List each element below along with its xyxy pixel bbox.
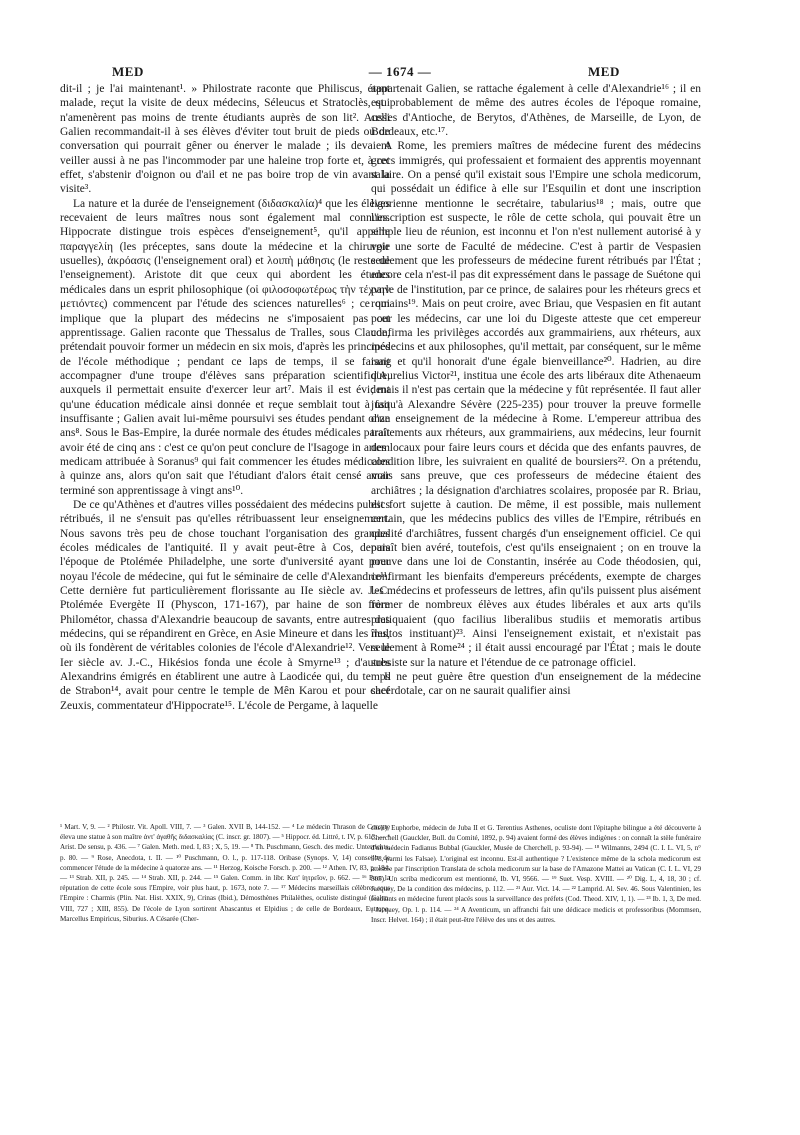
paragraph: A Rome, les premiers maîtres de médecine furent des médecins grecs immigrés, qui professaient et formaient des apprentis moyennant salaire. On a pensé qu'il existait sous l'Empire une schola medicorum, qui possédait un édifice à elle sur l'Esquilin et dont une inscription ligorienne mentionne le secrétaire, tabularius¹⁸ ; mais, outre que l'inscription est suspecte, le rôle de cette schola, qui pouvait être un simple lieu de réunion, est inconnu et l'on n'est nullement autorisé à y voir une sorte de Faculté de médecine. C'est à partir de Vespasien seulement que les professeurs de médecine furent rétribués par l'État ; encore cela n'est-il pas dit expressément dans le passage de Suétone qui parle de l'institution, par ce prince, de salaires pour les rhéteurs grecs et romains¹⁹. Mais on peut croire, avec Briau, que Vespasien en fit autant pour les médecins, car une loi du Digeste atteste que cet empereur confirma les privilèges accordés aux grammairiens, aux rhéteurs, aux médecins et aux philosophes, qu'il mettait, par conséquent, sur le même rang et qu'il honorait d'une égale bienveillance²⁰. Hadrien, au dire d'Aurelius Victor²¹, institua une école des arts libéraux dite Athenaeum ; mais il n'est pas certain que la médecine y fût représentée. Il faut aller jusqu'à Alexandre Sévère (225-235) pour trouver la preuve formelle d'un enseignement de la médecine à Rome. L'empereur attribua des traitements aux rhéteurs, aux grammairiens, aux médecins, leur fournit des locaux pour faire leurs cours et décida que des enfants pauvres, de condition libre, les suivraient en qualité de boursiers²². On a prétendu, mais sans preuve, que ces professeurs de médecine étaient des archiâtres ; la désignation d'archiatres scolaires, proposée par R. Briau, est fort sujette à caution. De même, il est possible, mais nullement certain, que les médecins publics des villes de l'Empire, rétribués en qualité d'archiâtres, fussent chargés d'un enseignement officiel. Ce qui paraît bien avéré, toutefois, c'est qu'ils enseignaient ; on en trouve la preuve dans une loi de Constantin, insérée au Code théodosien, qui, confirmant les bienfaits d'empereurs précédents, exempte de charges les médecins et professeurs de lettres, afin qu'ils puissent plus aisément former de nombreux élèves aux études libérales et aux arts qu'ils pratiquaient (quo facilius liberalibus studiis et memoratis artibus multos instituant)²³. Ainsi l'enseignement existait, et n'existait pas seulement à Rome²⁴ ; il était aussi encouragé par l'État ; mais le doute subsiste sur la nature et l'étendue de ce patronage officiel.	[371, 140, 701, 669]
footnotes-right: chell), Euphorbe, médecin de Juba II et G. Terentius Asthenes, oculiste dont l'épitaphe bilingue a été découverte à Cherchell (Gauckler, Bull. du Comité, 1892, p. 94) avaient formé des élèves indigènes : on connaît la stèle funéraire d'un médecin Fadianus Bubbal (Gauckler, Musée de Cherchell, p. 93-94). — ¹⁸ Wilmanns, 2494 (C. I. L. VI, 5, n° 978, parmi les Falsae). L'original est inconnu. Est-il authentique ? L'existence même de la schola medicorum est attestée par l'inscription Translata de schola medicorum sur la base de l'Amazone Mattei au Vatican (C. I. L. VI, 29 805). Un scriba medicorum est mentionné, Ib. VI, 9566. — ¹⁹ Suet. Vesp. XVIII. — ²⁰ Dig. L, 4, 18, 30 ; cf. Jacquey, De la condition des médecins, p. 112. — ²¹ Aur. Vict. 14. — ²² Lamprid. Al. Sev. 46. Sous Valentinien, les étudiants en médecine furent placés sous la surveillance des préfets (Cod. Theod. XIV, 1, 1). — ²³ Ib. 1, 3, De med. ; Jacquey, Op. l. p. 114. — ²⁴ A Aventicum, un affranchi fait une dédicace medicis et professoribus (Mommsen, Inscr. Helvet. 164) ; il était peut-être l'élève des uns et des autres.	[371, 824, 701, 924]
paragraph: dit-il ; je l'ai maintenant¹. » Philostrate raconte que Philiscus, étant malade, reçut la visite de deux médecins, Séleucus et Stratoclès, qui n'amenèrent pas moins de trente étudiants auprès de son lit². Aussi Galien recommandait-il à ses élèves d'éviter tout bruit de pieds ou de conversation qui pourrait gêner ou énerver le malade ; ils devaient veiller aussi à ne pas l'incommoder par une haleine trop forte et, à cet effet, s'abstenir d'oignon ou d'ail et ne pas boire trop de vin avant la visite³.	[60, 83, 390, 196]
paragraph: La nature et la durée de l'enseignement (διδασκαλία)⁴ que les élèves recevaient de leurs maîtres nous sont également mal connues. Hippocrate distingue trois espèces d'enseignement⁵, qu'il appelle παραγγελίη (les préceptes, sans doute la médecine et la chirurgie usuelles), ἀκρόασις (l'enseignement oral) et λοιπὴ μάθησις (le reste de l'enseignement). Aristote dit que ceux qui abordent les études médicales dans un esprit philosophique (οἱ φιλοσοφωτέρως τὴν τέχνην μετιόντες) commencent par l'étude des sciences naturelles⁶ ; ce qui implique que la plupart des médecins ne s'imposaient pas cet apprentissage. Galien raconte que Thessalus de Tralles, sous Claude, prétendait pouvoir former un médecin en six mois, d'après les principes de l'école méthodique ; pendant ce laps de temps, il se faisait accompagner d'une troupe d'élèves sans préparation scientifique, auxquels il permettait ensuite d'exercer leur art⁷. Mais il est évident qu'une éducation médicale ainsi donnée et reçue semblait tout à fait insuffisante ; Galien avait lui-même poursuivi ses études pendant onze ans⁸. Sous le Bas-Empire, la durée normale des études médicales paraît avoir été de cinq ans : c'est ce qu'on peut conclure de l'Isagoge in artem medicam attribuée à Soranus⁹ qui fait commencer les études médicales à quinze ans, alors qu'on sait que l'étudiant d'alors était censé avoir terminé son apprentissage à vingt ans¹⁰.	[60, 197, 390, 497]
paragraph: De ce qu'Athènes et d'autres villes possédaient des médecins publics rétribués, il ne s'ensuit pas qu'elles rétribuassent leur enseignement. Nous savons très peu de chose touchant l'organisation des grandes écoles médicales de l'antiquité. Il y avait peut-être à Cos, depuis l'époque de Ptolémée Philadelphe, une sorte d'université ayant pour noyau l'école de médecine, qui fut le séminaire de celle d'Alexandrie¹¹. Cette dernière fut particulièrement florissante au IIe siècle av. J.-C. Ptolémée Evergète II (Physcon, 171-167), par haine de son frère Philométor, chassa d'Alexandrie beaucoup de savants, entre autres des médecins, qui se répandirent en Grèce, en Asie Mineure et dans les îles, où ils fondèrent de véritables colonies de l'école d'Alexandrie¹². Vers le Ier siècle av. J.-C., Hikésios fonda une école à Smyrne¹³ ; d'autres Alexandrins émigrés en établirent une autre à Laodicée qui, du temps de Strabon¹⁴, avait pour centre le temple de Mên Karou et pour chef Zeuxis, commentateur d'Hippocrate¹⁵. L'école de Pergame, à laquelle	[60, 498, 390, 712]
paragraph: Il ne peut guère être question d'un enseignement de la médecine sacerdotale, car on ne saurait qualifier ainsi	[371, 671, 701, 698]
paragraph: appartenait Galien, se rattache également à celle d'Alexandrie¹⁶ ; il en est probablement de même des autres écoles de l'époque romaine, celles d'Antioche, de Berytos, d'Athènes, de Marseille, de Lyon, de Bordeaux, etc.¹⁷.	[371, 83, 701, 139]
right-column	[371, 82, 701, 699]
running-head-left: MED	[112, 64, 144, 79]
footnotes-left: ¹ Mart. V, 9. — ² Philostr. Vit. Apoll. VIII, 7. — ³ Galen. XVII B, 144-152. — ⁴ Le médecin Thrason de Corcyre éleva une statue à son maître ἀντ' ἀγαθῆς διδασκαλίας (C. inscr. gr. 1807). — ⁵ Hippocr. éd. Littré, t. IV, p. 613. — ⁶ Arist. De sensu, p. 436. — ⁷ Galen. Meth. med. I, 83 ; X, 5, 19. — ⁸ Th. Puschmann, Gesch. des medic. Unterrichts, p. 80. — ⁹ Rose, Anecdota, t. II. — ¹⁰ Puschmann, O. l., p. 117-118. Oribase (Synops. V, 14) conseille de commencer l'étude de la médecine à quatorze ans. — ¹¹ Herzog, Koische Forsch. p. 200. — ¹² Athen. IV, 83, p. 184. — ¹³ Strab. XII, p. 245. — ¹⁴ Strab. XII, p. 244. — ¹⁵ Galen. Comm. in libr. Κατ' ἰητρεῖον, p. 662. — ¹⁶ Pour la réputation de cette école sous l'Empire, voir plus haut, p. 1673, note 7. — ¹⁷ Médecins marseillais célèbres sous l'Empire : Charmis (Plin. Nat. Hist. XXIX, 9), Crinas (Ibid.), Démosthènes Philalèthes, oculiste distingué (Galen. VIII, 727 ; XIII, 855). De l'école de Lyon sortirent Abascantus et Elpidius ; de celle de Bordeaux, Eutrope, Marcellus Empiricus, Siburius. A Césarée (Cher-	[60, 823, 390, 923]
page-number: — 1674 —	[368, 64, 432, 79]
running-head-right: MED	[588, 64, 620, 79]
left-column	[60, 82, 390, 713]
